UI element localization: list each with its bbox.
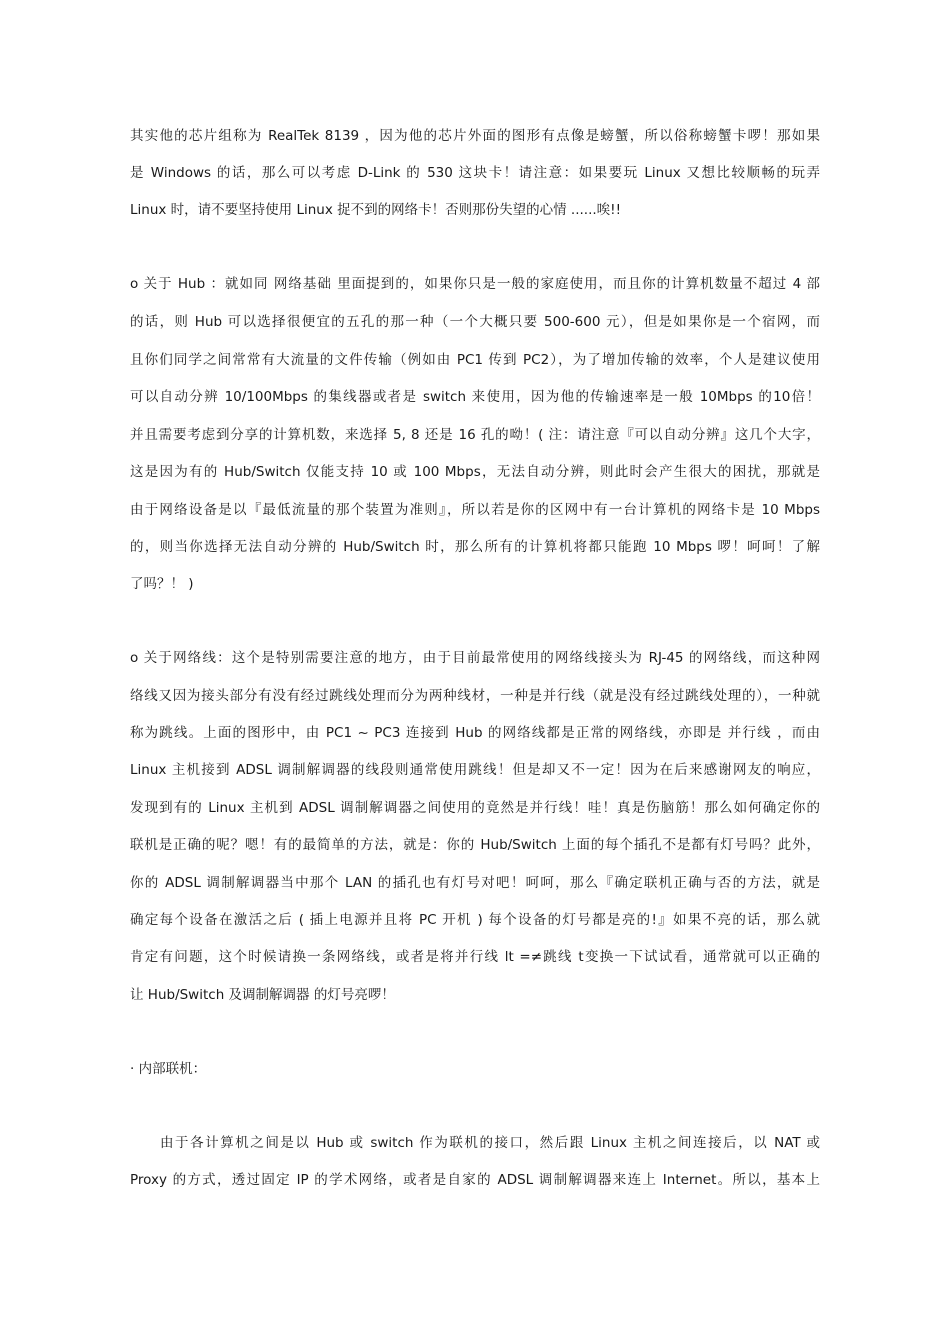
paragraph-internal-line-2: Proxy 的方式，透过固定 IP 的学术网络，或者是自家的 ADSL 调制解调器来连上 Internet。所以，基本上 [130, 1172, 820, 1188]
paragraph-hub-line-2: 的话，则 Hub 可以选择很便宜的五孔的那一种（一个大概只要 500-600 元），但是如果你是一个宿网，而 [130, 314, 820, 330]
paragraph-hub-line-5: 并且需要考虑到分享的计算机数，来选择 5, 8 还是 16 孔的呦！( 注：请注意『可以自动分辨』这几个大字， [130, 427, 820, 443]
paragraph-hub-line-9: 了吗？！ ) [130, 576, 194, 592]
paragraph-cable-line-6: 联机是正确的呢？嗯！有的最简单的方法，就是：你的 Hub/Switch 上面的每个插孔不是都有灯号吗？此外， [130, 837, 820, 853]
paragraph-cable-line-3: 称为跳线。上面的图形中，由 PC1 ~ PC3 连接到 Hub 的网络线都是正常的网络线，亦即是 并行线 ，而由 [130, 725, 820, 741]
paragraph-hub-line-4: 可以自动分辨 10/100Mbps 的集线器或者是 switch 来使用，因为他的传输速率是一般 10Mbps 的10倍！ [130, 389, 820, 405]
paragraph-internal-line-1: 由于各计算机之间是以 Hub 或 switch 作为联机的接口，然后跟 Linux 主机之间连接后，以 NAT 或 [160, 1135, 820, 1151]
paragraph-hub-line-7: 由于网络设备是以『最低流量的那个装置为准则』，所以若是你的区网中有一台计算机的网络卡是 10 Mbps [130, 502, 820, 518]
paragraph-cable-line-2: 络线又因为接头部分有没有经过跳线处理而分为两种线材，一种是并行线（就是没有经过跳线处理的），一种就 [130, 688, 820, 704]
paragraph-cable-line-9: 肯定有问题，这个时候请换一条网络线，或者是将并行线 lt =≠跳线 t变换一下试试看，通常就可以正确的 [130, 949, 820, 965]
paragraph-hub-line-6: 这是因为有的 Hub/Switch 仅能支持 10 或 100 Mbps，无法自动分辨，则此时会产生很大的困扰，那就是 [130, 464, 820, 480]
paragraph-cable-line-1: o 关于网络线：这个是特别需要注意的地方，由于目前最常使用的网络线接头为 RJ-45 的网络线，而这种网 [130, 650, 820, 666]
paragraph-cable-line-7: 你的 ADSL 调制解调器当中那个 LAN 的插孔也有灯号对吧！呵呵，那么『确定联机正确与否的方法，就是 [130, 875, 820, 891]
paragraph-1-line-3: Linux 时，请不要坚持使用 Linux 捉不到的网络卡！否则那份失望的心情 ......唉!! [130, 202, 621, 218]
paragraph-cable-line-5: 发现到有的 Linux 主机到 ADSL 调制解调器之间使用的竟然是并行线！哇！真是伤脑筋！那么如何确定你的 [130, 800, 820, 816]
paragraph-1-line-2: 是 Windows 的话，那么可以考虑 D-Link 的 530 这块卡！请注意：如果要玩 Linux 又想比较顺畅的玩弄 [130, 165, 820, 181]
section-heading-internal-connection: · 内部联机： [130, 1061, 207, 1077]
paragraph-cable-line-8: 确定每个设备在激活之后 ( 插上电源并且将 PC 开机 ) 每个设备的灯号都是亮的!』如果不亮的话，那么就 [130, 912, 820, 928]
paragraph-hub-line-8: 的，则当你选择无法自动分辨的 Hub/Switch 时，那么所有的计算机将都只能跑 10 Mbps 啰！呵呵！了解 [130, 539, 820, 555]
paragraph-hub-line-3: 且你们同学之间常常有大流量的文件传输（例如由 PC1 传到 PC2），为了增加传输的效率，个人是建议使用 [130, 352, 820, 368]
paragraph-1-line-1: 其实他的芯片组称为 RealTek 8139 ，因为他的芯片外面的图形有点像是螃蟹，所以俗称螃蟹卡啰！那如果 [130, 128, 820, 144]
paragraph-cable-line-10: 让 Hub/Switch 及调制解调器 的灯号亮啰！ [130, 987, 395, 1003]
paragraph-cable-line-4: Linux 主机接到 ADSL 调制解调器的线段则通常使用跳线！但是却又不一定！因为在后来感谢网友的响应， [130, 762, 820, 778]
paragraph-hub-line-1: o 关于 Hub ：就如同 网络基础 里面提到的，如果你只是一般的家庭使用，而且你的计算机数量不超过 4 部 [130, 276, 820, 292]
